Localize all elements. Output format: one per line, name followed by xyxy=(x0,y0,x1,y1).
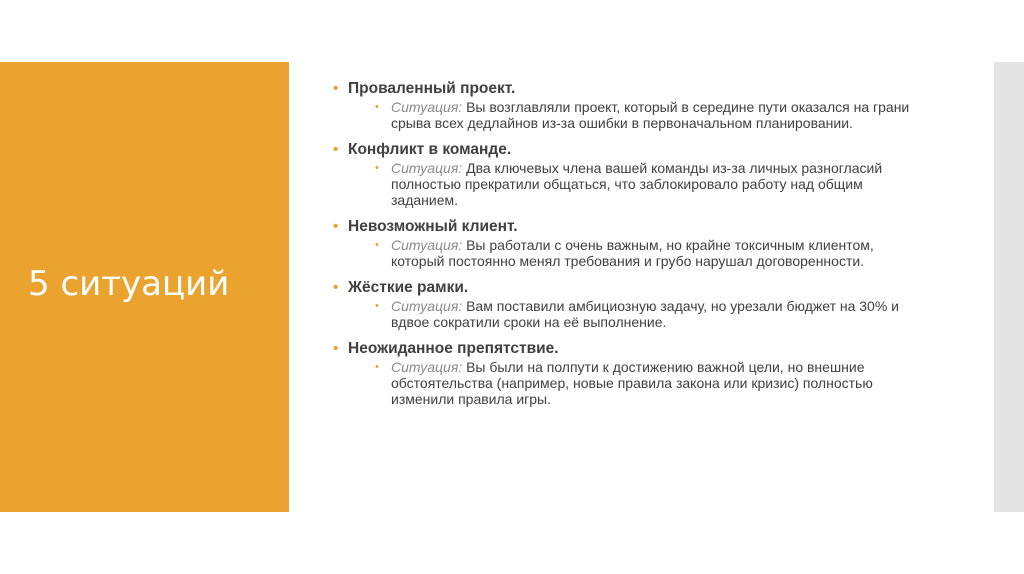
list-item xyxy=(333,278,943,330)
title-panel xyxy=(0,62,289,512)
item-description xyxy=(333,99,911,131)
list-item xyxy=(333,339,943,407)
sub-bullet-icon: • xyxy=(375,361,379,373)
situation-label: Ситуация: xyxy=(391,359,463,375)
list-item xyxy=(333,140,943,208)
content-list xyxy=(333,79,943,416)
item-description xyxy=(333,237,911,269)
item-description xyxy=(333,298,911,330)
bullet-icon: • xyxy=(333,141,339,158)
item-heading-text: Конфликт в команде. xyxy=(348,141,512,158)
situation-text: Два ключевых члена вашей команды из-за личных разногласий полностью прекратили общаться, что заблокировало работу над общим заданием. xyxy=(391,160,883,208)
item-heading xyxy=(333,79,943,98)
item-description xyxy=(333,160,911,208)
situation-text: Вам поставили амбициозную задачу, но урезали бюджет на 30% и вдвое сократили сроки на её выполнение. xyxy=(391,298,900,330)
situation-label: Ситуация: xyxy=(391,160,463,176)
item-heading xyxy=(333,278,943,297)
situation-label: Ситуация: xyxy=(391,237,463,253)
item-heading-text: Проваленный проект. xyxy=(348,80,516,97)
slide xyxy=(0,62,1024,512)
bullet-icon: • xyxy=(333,218,339,235)
situation-text: Вы работали с очень важным, но крайне токсичным клиентом, который постоянно менял требования и грубо нарушал договоренности. xyxy=(391,237,874,269)
list-item xyxy=(333,79,943,131)
sub-bullet-icon: • xyxy=(375,239,379,251)
slide-title: 5 ситуаций xyxy=(28,264,230,304)
situation-label: Ситуация: xyxy=(391,298,463,314)
sub-bullet-icon: • xyxy=(375,162,379,174)
item-heading xyxy=(333,217,943,236)
bullet-icon: • xyxy=(333,340,339,357)
situation-text: Вы были на полпути к достижению важной цели, но внешние обстоятельства (например, новые правила закона или кризис) полностью изменили правила игры. xyxy=(391,359,873,407)
item-heading-text: Невозможный клиент. xyxy=(348,218,518,235)
scrollbar[interactable] xyxy=(994,62,1024,512)
sub-bullet-icon: • xyxy=(375,101,379,113)
item-heading xyxy=(333,339,943,358)
situation-text: Вы возглавляли проект, который в середине пути оказался на грани срыва всех дедлайнов из-за ошибки в первоначальном планировании. xyxy=(391,99,910,131)
item-heading-text: Неожиданное препятствие. xyxy=(348,340,559,357)
sub-bullet-icon: • xyxy=(375,300,379,312)
list-item xyxy=(333,217,943,269)
bullet-icon: • xyxy=(333,80,339,97)
item-description xyxy=(333,359,911,407)
bullet-icon: • xyxy=(333,279,339,296)
situation-label: Ситуация: xyxy=(391,99,463,115)
item-heading-text: Жёсткие рамки. xyxy=(348,279,469,296)
item-heading xyxy=(333,140,943,159)
